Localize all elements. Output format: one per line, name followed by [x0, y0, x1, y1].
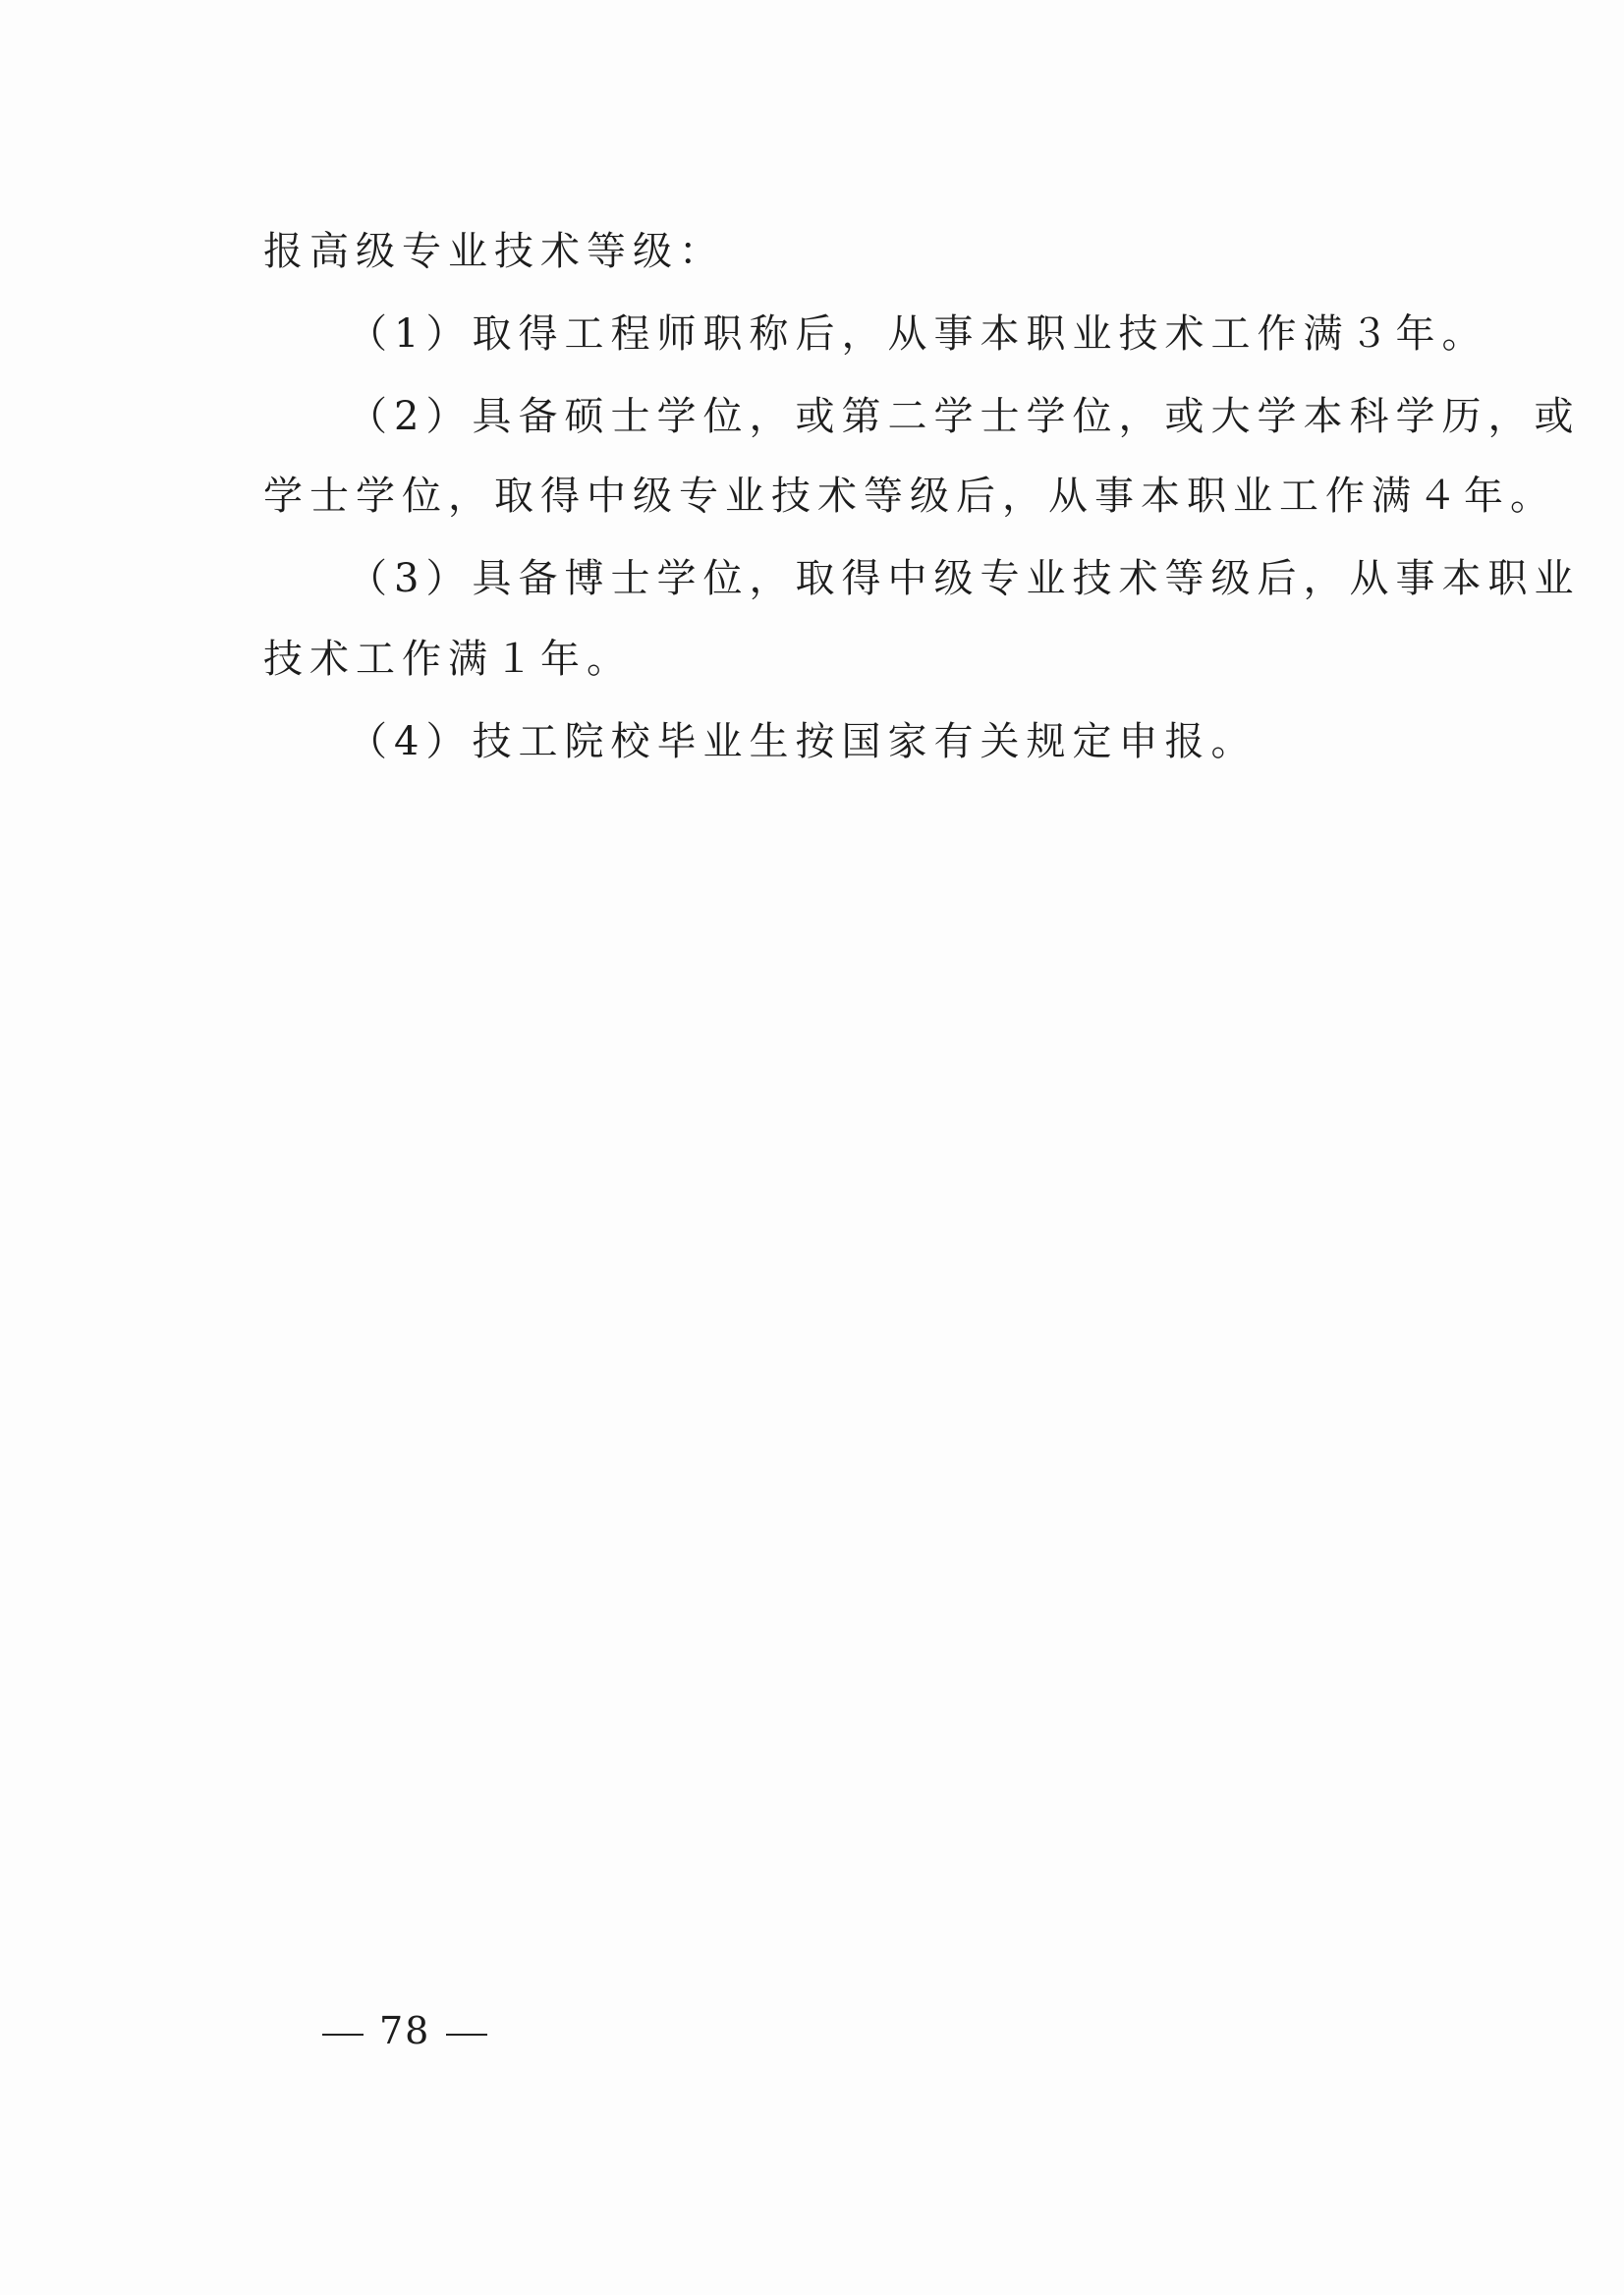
- line-text: 技术工作满１年。: [263, 637, 633, 682]
- line-text: （4）技工院校毕业生按国家有关规定申报。: [348, 719, 1258, 764]
- line-text: 报高级专业技术等级：: [263, 229, 725, 274]
- line-text: （2）具备硕士学位，或第二学士学位，或大学本科学历，或: [348, 394, 1581, 439]
- line-text: 学士学位，取得中级专业技术等级后，从事本职业工作满４年。: [263, 474, 1556, 519]
- page-number-right-dash: [446, 2034, 487, 2036]
- page-number-left-dash: [322, 2034, 364, 2036]
- line-text: （3）具备博士学位，取得中级专业技术等级后，从事本职业: [348, 556, 1581, 601]
- page-number: [307, 2006, 503, 2055]
- line-text: （1）取得工程师职称后，从事本职业技术工作满３年。: [348, 311, 1488, 357]
- page-number-value: 78: [379, 2009, 431, 2052]
